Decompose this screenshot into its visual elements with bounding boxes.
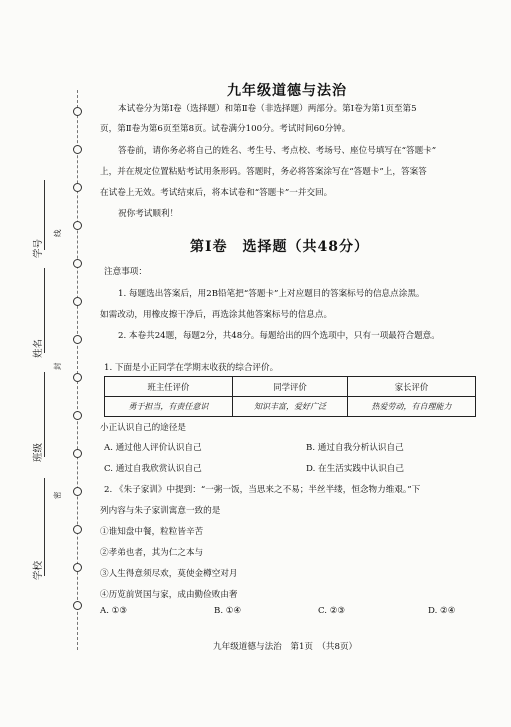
intro-line: 上，并在规定位置粘贴考试用条形码。答题时，务必将答案涂写在“答题卡”上，答案答 bbox=[100, 167, 427, 177]
binding-hole bbox=[73, 183, 82, 192]
binding-hole bbox=[73, 563, 82, 572]
option-a[interactable]: A. ①③ bbox=[100, 606, 128, 616]
notice-line: 如需改动，用橡皮擦干净后，再选涂其他答案标号的信息点。 bbox=[100, 310, 333, 320]
class-label: 班级 bbox=[33, 442, 44, 462]
section-title: 第Ⅰ卷 选择题（共48分） bbox=[190, 239, 370, 255]
option-a[interactable]: A. 通过他人评价认识自己 bbox=[104, 443, 202, 453]
option-b[interactable]: B. ①④ bbox=[214, 606, 242, 616]
school-label: 学校 bbox=[33, 560, 44, 580]
notice-line: 1. 每题选出答案后，用2B铅笔把“答题卡”上对应题目的答案标号的信息点涂黑。 bbox=[118, 289, 425, 299]
exam-title: 九年级道德与法治 bbox=[227, 83, 347, 99]
option-c[interactable]: C. 通过自我欣赏认识自己 bbox=[104, 464, 202, 474]
question-2-item: ②孝弟也者，其为仁之本与 bbox=[100, 548, 204, 558]
table-header: 同学评价 bbox=[232, 377, 347, 397]
binding-hole bbox=[73, 297, 82, 306]
table-cell: 知识丰富，爱好广泛 bbox=[232, 397, 347, 417]
name-field[interactable] bbox=[44, 268, 45, 353]
question-2-stem: 2. 《朱子家训》中提到：“一粥一饭，当思来之不易；半丝半缕，恒念物力维艰。”下 bbox=[104, 485, 421, 495]
question-2-item: ④历览前贤国与家，成由勤俭败由奢 bbox=[100, 590, 238, 600]
option-c[interactable]: C. ②③ bbox=[318, 606, 346, 616]
intro-line: 答卷前，请你务必将自己的姓名、考生号、考点校、考场号、座位号填写在“答题卡” bbox=[118, 146, 437, 156]
option-d[interactable]: D. 在生活实践中认识自己 bbox=[306, 464, 404, 474]
binding-hole bbox=[73, 107, 82, 116]
class-field[interactable] bbox=[44, 372, 45, 457]
good-luck-text: 祝你考试顺利！ bbox=[118, 209, 179, 219]
binding-hole bbox=[73, 487, 82, 496]
name-label: 姓名 bbox=[33, 338, 44, 358]
table-row bbox=[105, 377, 476, 397]
table-row bbox=[105, 397, 476, 417]
table-header: 家长评价 bbox=[348, 377, 476, 397]
table-cell: 热爱劳动，有自理能力 bbox=[348, 397, 476, 417]
notice-label: 注意事项： bbox=[104, 267, 147, 277]
binding-hole bbox=[73, 335, 82, 344]
student-id-field[interactable] bbox=[44, 180, 45, 250]
margin-mark-line: 线 bbox=[53, 229, 62, 237]
page-footer: 九年级道德与法治 第1页 （共8页） bbox=[213, 642, 358, 652]
intro-line: 页，第Ⅱ卷为第6页至第8页。试卷满分100分。考试时间60分钟。 bbox=[100, 124, 351, 134]
table-cell: 勇于担当，有责任意识 bbox=[105, 397, 233, 417]
margin-mark-seal: 封 bbox=[53, 362, 62, 370]
question-1-stem: 1. 下面是小正同学在学期末收获的综合评价。 bbox=[104, 363, 279, 373]
option-d[interactable]: D. ②④ bbox=[428, 606, 456, 616]
binding-hole bbox=[73, 601, 82, 610]
question-2-stem: 列内容与朱子家训寓意一致的是 bbox=[100, 506, 221, 516]
binding-hole bbox=[73, 373, 82, 382]
student-id-label: 学号 bbox=[33, 238, 44, 258]
notice-line: 2. 本卷共24题，每题2分，共48分。每题给出的四个选项中，只有一项最符合题意。 bbox=[118, 331, 440, 341]
margin-mark-secret: 密 bbox=[53, 491, 62, 499]
table-header: 班主任评价 bbox=[105, 377, 233, 397]
option-b[interactable]: B. 通过自我分析认识自己 bbox=[306, 443, 404, 453]
binding-hole bbox=[73, 411, 82, 420]
evaluation-table bbox=[104, 376, 476, 417]
binding-hole bbox=[73, 449, 82, 458]
intro-line: 本试卷分为第Ⅰ卷（选择题）和第Ⅱ卷（非选择题）两部分。第Ⅰ卷为第1页至第5 bbox=[118, 104, 417, 114]
question-2-item: ③人生得意须尽欢，莫使金樽空对月 bbox=[100, 569, 238, 579]
school-field[interactable] bbox=[44, 478, 45, 576]
binding-hole bbox=[73, 525, 82, 534]
binding-hole bbox=[73, 221, 82, 230]
question-2-item: ①谁知盘中餐，粒粒皆辛苦 bbox=[100, 527, 204, 537]
binding-hole bbox=[73, 259, 82, 268]
question-1-prompt: 小正认识自己的途径是 bbox=[100, 423, 186, 433]
binding-hole bbox=[73, 145, 82, 154]
intro-line: 在试卷上无效。考试结束后，将本试卷和“答题卡”一并交回。 bbox=[100, 188, 333, 198]
